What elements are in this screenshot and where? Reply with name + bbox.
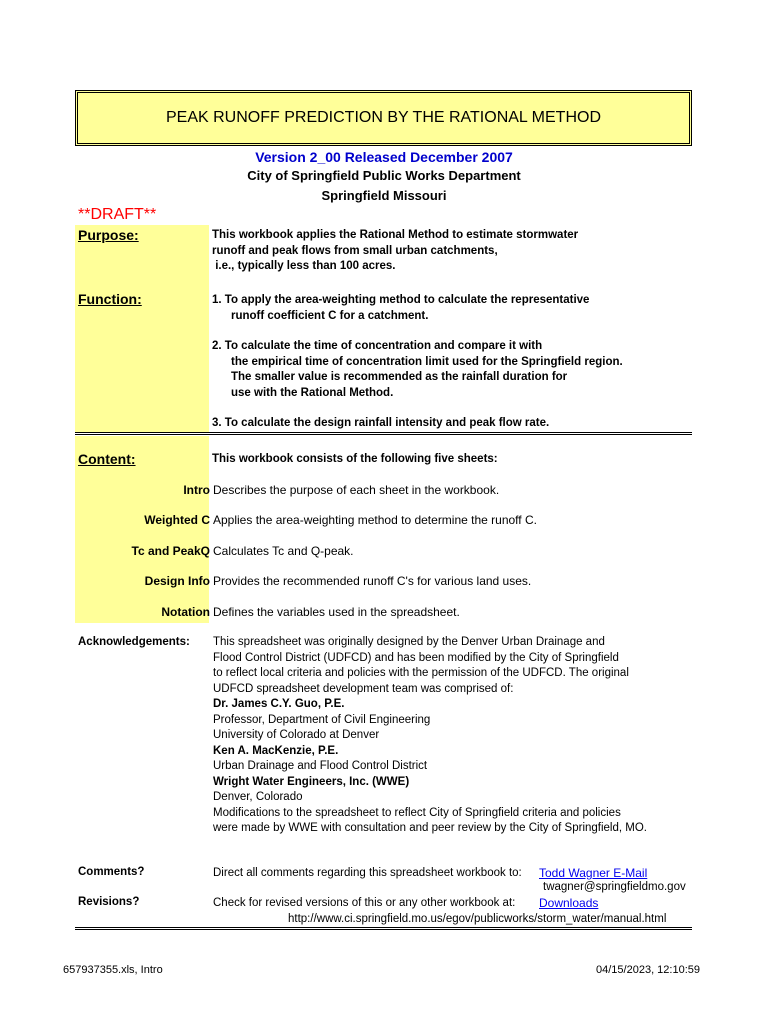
sheet-desc-notation: Defines the variables used in the spreadsheet. xyxy=(213,605,460,619)
ack-line: Professor, Department of Civil Engineering xyxy=(213,713,431,726)
function-item-3: 3. To calculate the design rainfall intensity and peak flow rate. xyxy=(212,417,550,429)
content-intro: This workbook consists of the following five sheets: xyxy=(212,453,498,465)
function-line: 1. To apply the area-weighting method to calculate the representative xyxy=(212,294,590,306)
email-link[interactable]: Todd Wagner E-Mail xyxy=(539,866,648,880)
ack-line: This spreadsheet was originally designed by the Denver Urban Drainage and xyxy=(213,636,605,648)
downloads-link[interactable]: Downloads xyxy=(539,896,599,910)
ack-person-name: Ken A. MacKenzie, P.E. xyxy=(213,744,339,757)
ack-line: University of Colorado at Denver xyxy=(213,729,380,741)
ack-line: Denver, Colorado xyxy=(213,791,303,803)
title-box xyxy=(75,90,692,146)
download-url: http://www.ci.springfield.mo.us/egov/publicworks/storm_water/manual.html xyxy=(288,913,667,925)
ack-person-name: Dr. James C.Y. Guo, P.E. xyxy=(213,698,345,710)
header-column-upper xyxy=(75,225,209,432)
ack-line: Modifications to the spreadsheet to reflect City of Springfield criteria and policies xyxy=(213,806,621,819)
purpose-line: This workbook applies the Rational Method to estimate stormwater xyxy=(212,229,579,241)
ack-text xyxy=(213,635,647,837)
ack-person-name: Wright Water Engineers, Inc. (WWE) xyxy=(213,775,410,788)
sheet-name-weighted-c: Weighted C xyxy=(144,513,210,527)
function-line: 2. To calculate the time of concentration and compare it with xyxy=(212,340,543,352)
function-line: use with the Rational Method. xyxy=(231,386,394,399)
comments-text: Direct all comments regarding this spreadsheet workbook to: xyxy=(213,867,522,879)
draft-label: **DRAFT** xyxy=(78,206,157,223)
purpose-line: i.e., typically less than 100 acres. xyxy=(212,260,396,272)
bottom-divider xyxy=(75,927,692,930)
version-line: Version 2_00 Released December 2007 xyxy=(255,149,513,165)
comments-label: Comments? xyxy=(78,866,145,878)
org-line-1: City of Springfield Public Works Department xyxy=(247,168,521,183)
sheet-desc-weighted-c: Applies the area-weighting method to determine the runoff C. xyxy=(213,513,537,527)
purpose-line: runoff and peak flows from small urban catchments, xyxy=(212,244,498,257)
function-line: runoff coefficient C for a catchment. xyxy=(231,309,429,322)
ack-label: Acknowledgements: xyxy=(78,636,190,648)
section-divider xyxy=(75,432,692,435)
sheet-desc-design-info: Provides the recommended runoff C's for various land uses. xyxy=(213,574,532,588)
page-title: PEAK RUNOFF PREDICTION BY THE RATIONAL METHOD xyxy=(165,109,601,126)
purpose-label: Purpose: xyxy=(78,227,139,243)
sheet-name-notation: Notation xyxy=(161,605,210,619)
email-address: twagner@springfieldmo.gov xyxy=(543,881,686,893)
function-label: Function: xyxy=(78,291,142,307)
sheet-desc-intro: Describes the purpose of each sheet in the workbook. xyxy=(213,483,500,497)
function-line: The smaller value is recommended as the rainfall duration for xyxy=(231,371,568,383)
ack-line: were made by WWE with consultation and peer review by the City of Springfield, MO. xyxy=(213,822,647,834)
org-line-2: Springfield Missouri xyxy=(321,188,447,203)
sheet-name-intro: Intro xyxy=(183,483,210,497)
ack-line: Flood Control District (UDFCD) and has been modified by the City of Springfield xyxy=(213,651,619,664)
ack-line: Urban Drainage and Flood Control District xyxy=(213,760,428,772)
function-item-2 xyxy=(212,339,623,401)
ack-line: UDFCD spreadsheet development team was comprised of: xyxy=(213,682,514,695)
footer-timestamp: 04/15/2023, 12:10:59 xyxy=(596,964,700,976)
sheet-name-design-info: Design Info xyxy=(144,574,210,588)
revisions-text: Check for revised versions of this or any other workbook at: xyxy=(213,897,516,909)
content-label: Content: xyxy=(78,451,136,467)
function-line: the empirical time of concentration limit used for the Springfield region. xyxy=(231,355,623,368)
purpose-text xyxy=(212,228,578,275)
ack-line: to reflect local criteria and policies with the permission of the UDFCD. The original xyxy=(213,667,629,679)
sheet-name-tc-peakq: Tc and PeakQ xyxy=(131,544,210,558)
footer-filename: 657937355.xls, Intro xyxy=(63,964,163,976)
sheet-desc-tc-peakq: Calculates Tc and Q-peak. xyxy=(213,544,354,558)
function-item-1 xyxy=(212,293,589,324)
revisions-label: Revisions? xyxy=(78,896,140,908)
